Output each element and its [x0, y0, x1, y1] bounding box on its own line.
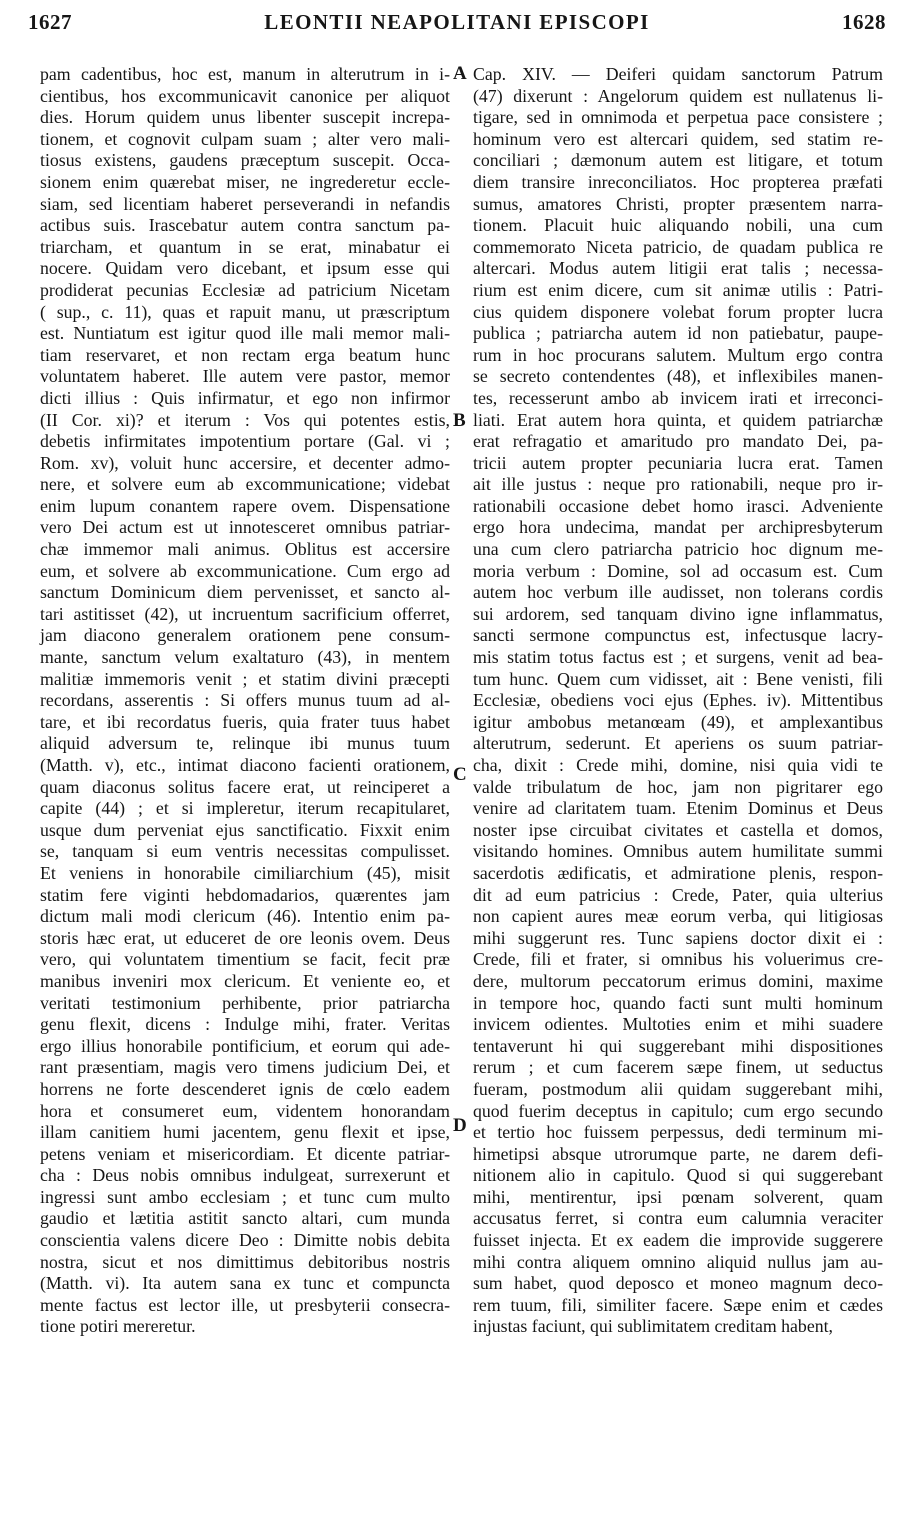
text-line: fueram, postmodum alii quidam suggerebant mihi,: [473, 1078, 883, 1099]
text-line: genu flexit, dicens : Indulge mihi, frater. Veritas: [40, 1014, 450, 1035]
text-line: cius quidem disponere volebat forum propter lucra: [473, 301, 883, 322]
text-line: nocere. Quidam vero dicebant, et ipsum esse qui: [40, 258, 450, 279]
text-line: mihi suggerunt res. Tunc sapiens doctor dixit ei :: [473, 927, 883, 948]
text-line: mihi, mentirentur, ipsi pœnam solverent, quam: [473, 1186, 883, 1207]
text-line: dictum mali modi clericum (46). Intentio enim pa-: [40, 906, 450, 927]
text-line: accusatus ferret, si contra eum calumnia veraciter: [473, 1208, 883, 1229]
text-line: altercari. Modus autem litigii erat talis ; necessa-: [473, 258, 883, 279]
text-line: hominum vero est altercari quidem, sed statim re-: [473, 128, 883, 149]
text-line: sumus, amatores Christi, propter præsentem narra-: [473, 193, 883, 214]
text-line: conscientia valens dicere Deo : Dimitte nobis debita: [40, 1230, 450, 1251]
text-line: injustas faciunt, qui sublimitatem creditam habent,: [473, 1316, 833, 1337]
text-line: manibus inveniri mox clericum. Et veniente eo, et: [40, 970, 450, 991]
text-line: diem transire inreconciliatos. Hoc propterea præfati: [473, 171, 883, 192]
text-line: tentaverunt hi qui suggerebant mihi dispositiones: [473, 1035, 883, 1056]
text-line: eum, et solvere ab excommunicatione. Cum ergo ad: [40, 560, 450, 581]
text-line: ingressi sunt ambo ecclesiam ; et tunc cum multo: [40, 1186, 450, 1207]
text-line: tes, recesserunt ambo ab invicem irati et irreconci-: [473, 387, 883, 408]
text-line: dit ad eum patricius : Crede, Pater, quia ulterius: [473, 884, 883, 905]
text-line: erat refragatio et amaritudo pro mandato Dei, pa-: [473, 431, 883, 452]
margin-marker-b: B: [453, 410, 466, 431]
text-line: igitur ambobus metanœam (49), et amplexantibus: [473, 711, 883, 732]
text-line: (Matth. v), etc., intimat diacono facienti orationem,: [40, 755, 450, 775]
text-line: (47) dixerunt : Angelorum quidem est nullatenus li-: [473, 85, 883, 106]
text-line: sanctum Dominicum diem pervenisset, et sancto al-: [40, 582, 450, 603]
text-line: tum hunc. Quem cum vidisset, ait : Bene venisti, fili: [473, 668, 883, 689]
text-line: rem tuum, fili, similiter facere. Sæpe enim et cædes: [473, 1294, 883, 1315]
text-line: dere, multorum peccatorum erimus domini, maxime: [473, 970, 883, 991]
margin-marker-c: C: [453, 764, 467, 785]
left-column: [40, 64, 450, 1338]
text-line: Ecclesiæ, obediens voci ejus (Ephes. iv). Mittentibus: [473, 690, 883, 711]
text-line: Rom. xv), voluit hunc accersire, et decenter admo-: [40, 452, 450, 473]
margin-marker-d: D: [453, 1115, 467, 1136]
text-line: ergo illius honorabile pontificium, et eorum qui ade-: [40, 1035, 450, 1056]
text-line: voluntatem haberet. Ille autem vere pastor, memor: [40, 366, 450, 387]
text-line: visitando homines. Omnibus autem humilitate summi: [473, 841, 883, 862]
text-line: una cum clero patriarcha patricio hoc dignum me-: [473, 539, 883, 560]
text-line: debetis infirmitates impotentium portare (Gal. vi ;: [40, 431, 450, 452]
text-line: se secreto contendentes (48), et inflexibiles manen-: [473, 366, 883, 387]
text-line: venire ad claritatem tuam. Etenim Dominus et Deus: [473, 798, 883, 819]
text-line: gaudio et lætitia astitit sancto altari, cum munda: [40, 1208, 450, 1229]
text-line: publica ; patriarcha autem id non patiebatur, paupe-: [473, 323, 883, 344]
right-column: [473, 64, 883, 1338]
text-line: sionem enim quærebat miser, ne ingrederetur eccle-: [40, 171, 450, 192]
text-line: storis hæc erat, ut educeret de ore leonis ovem. Deus: [40, 927, 450, 948]
text-line: jam diacono generalem orationem pene consum-: [40, 625, 450, 646]
text-line: rationabili occasione debet homo irasci. Adveniente: [473, 495, 883, 516]
text-line: cientibus, hos excommunicavit canonice per aliquot: [40, 85, 450, 106]
text-line: rerum ; et cum facerem sæpe finem, ut seductus: [473, 1057, 883, 1078]
text-line: himetipsi absque utrorumque parte, ne darem defi-: [473, 1143, 883, 1164]
text-line: non capient aures meæ eorum verba, qui litigiosas: [473, 906, 883, 927]
text-line: autem hoc verbum ille audisset, non tolerans cordis: [473, 582, 883, 603]
text-line: fuisset injecta. Et ex eadem die improvide suggerere: [473, 1230, 883, 1251]
text-line: mihi contra aliquem omnino aliquid nullus jam au-: [473, 1251, 883, 1272]
text-line: (II Cor. xi)? et iterum : Vos qui potentes estis,: [40, 409, 450, 430]
text-line: quam diaconus solitus facere erat, ut reinciperet a: [40, 776, 450, 797]
text-line: sum habet, quod deposco et moneo magnum deco-: [473, 1273, 883, 1294]
text-line: quod fuerim deceptus in capitulo; cum ergo secundo: [473, 1100, 883, 1121]
text-line: nitionem alio in capitulo. Quod si qui suggerebant: [473, 1165, 883, 1186]
text-line: actibus suis. Irascebatur autem contra sanctum pa-: [40, 215, 450, 236]
text-line: tiosus existens, gaudens præceptum suscepit. Occa-: [40, 150, 450, 171]
text-line: tiam reservaret, et non rectam erga beatum hunc: [40, 344, 450, 365]
text-line: alterutrum, sederunt. Et aperiens os suum patriar-: [473, 733, 883, 754]
text-line: tricii autem propter pecuniaria lucra erat. Tamen: [473, 452, 883, 473]
text-line: se, tanquam si eum ventris necessitas compulisset.: [40, 841, 450, 862]
text-line: rium est enim dicere, cum sit animæ utilis : Patri-: [473, 279, 883, 300]
text-line: horrens ne forte descenderet ignis de cœlo eadem: [40, 1078, 450, 1099]
text-line: siam, sed licentiam haberet perseverandi in nefandis: [40, 193, 450, 214]
text-line: hora et consumeret eum, videntem honorandam: [40, 1100, 450, 1121]
text-line: valde tribulatum de hoc, jam non pigritarer ego: [473, 776, 883, 797]
text-line: conciliari ; dæmonum autem est litigare, et totum: [473, 150, 883, 171]
text-line: pam cadentibus, hoc est, manum in alterutrum in i-: [40, 64, 450, 84]
text-line: usque dum perveniat ejus sanctificatio. Fixxit enim: [40, 819, 450, 840]
text-line: veritati testimonium perhibente, prior patriarcha: [40, 992, 450, 1013]
text-line: commemorato Niceta patricio, de quadam publica re: [473, 236, 883, 257]
text-line: noster ipse circuibat civitates et castella et domos,: [473, 819, 883, 840]
text-line: ( sup., c. 11), quas et rapuit manu, ut præscriptum: [40, 301, 450, 322]
text-line: tione potiri mereretur.: [40, 1316, 196, 1337]
text-line: Cap. XIV. — Deiferi quidam sanctorum Patrum: [473, 64, 883, 84]
text-line: tigare, sed in omnimoda et perpetua pace consistere ;: [473, 107, 883, 128]
text-line: invicem odientes. Multoties enim et mihi suadere: [473, 1014, 883, 1035]
text-line: tari astitisset (42), ut incruentum sacrificium offerret,: [40, 603, 450, 624]
text-line: illam canitiem humi jacentem, genu flexit et ipse,: [40, 1122, 450, 1143]
text-line: dicti illius : Quis infirmatur, et ego non infirmor: [40, 387, 450, 408]
text-line: tare, et ibi recordatus fueris, quia frater tuus habet: [40, 711, 450, 732]
text-line: enim lupum conantem rapere ovem. Dispensatione: [40, 495, 450, 516]
text-line: moria verbum : Domine, sol ad occasum est. Cum: [473, 560, 883, 581]
text-line: (Matth. vi). Ita autem sana ex tunc et compuncta: [40, 1273, 450, 1294]
margin-marker-a: A: [453, 63, 467, 84]
running-head: [28, 10, 886, 46]
text-line: recordans, asserentis : Si offers munus tuum ad al-: [40, 690, 450, 711]
text-line: sui ardorem, sed tanquam divino igne inflammatus,: [473, 603, 883, 624]
text-line: aliquid adversum te, relinque ibi munus tuum: [40, 733, 450, 754]
text-line: triarcham, et quantum in se erat, minabatur ei: [40, 236, 450, 257]
text-line: sacerdotis ædificatis, et admiratione plenis, respon-: [473, 862, 883, 883]
page-number-right: 1628: [842, 10, 886, 34]
text-line: ait ille justus : neque pro rationabili, neque pro ir-: [473, 474, 883, 495]
text-line: rant præsentiam, magis vero timens judicium Dei, et: [40, 1057, 450, 1078]
running-title: LEONTII NEAPOLITANI EPISCOPI: [264, 10, 650, 34]
text-line: Et veniens in honorabile cimiliarchium (45), misit: [40, 862, 450, 883]
text-line: Crede, fili et frater, si omnibus his voluerimus cre-: [473, 949, 883, 970]
text-line: rum in hoc procurans salutem. Multum ergo contra: [473, 344, 883, 365]
text-line: liati. Erat autem hora quinta, et quidem patriarchæ: [473, 409, 883, 430]
text-line: tionem. Placuit huic aliquando nobili, una cum: [473, 215, 883, 236]
text-line: chæ immemor mali animus. Oblitus est accersire: [40, 539, 450, 560]
text-line: est. Nuntiatum est igitur quod ille mali memor mali-: [40, 323, 450, 344]
text-line: nere, et solvere eum ab excommunicatione; videbat: [40, 474, 450, 495]
text-line: cha, dixit : Crede mihi, domine, nisi quia vidi te: [473, 755, 883, 775]
text-line: prodiderat pecunias Ecclesiæ ad patricium Nicetam: [40, 279, 450, 300]
text-line: statim fere viginti hebdomadarios, quærentes jam: [40, 884, 450, 905]
text-line: malitiæ immemoris venit ; et statim divini præcepti: [40, 668, 450, 689]
text-line: ergo hora undecima, mandat per archipresbyterum: [473, 517, 883, 538]
text-line: sancti sermone compunctus est, infectusque lacry-: [473, 625, 883, 646]
text-line: petens veniam et misericordiam. Et dicente patriar-: [40, 1143, 450, 1164]
text-line: capite (44) ; et si impleretur, iterum recapitularet,: [40, 798, 450, 819]
text-line: mente factus est lector ille, ut presbyterii consecra-: [40, 1294, 450, 1315]
text-line: vero, qui voluntatem timentium se facit, fecit præ: [40, 949, 450, 970]
text-line: tionem, et cognovit culpam suam ; alter vero mali-: [40, 128, 450, 149]
text-line: dies. Horum quidem unus libenter suscepit increpa-: [40, 107, 450, 128]
page-number-left: 1627: [28, 10, 72, 34]
text-line: nostra, sicut et nos dimittimus debitoribus nostris: [40, 1251, 450, 1272]
text-line: in tempore hoc, quando facti sunt multi hominum: [473, 992, 883, 1013]
text-line: vero Dei actum est ut innotesceret omnibus patriar-: [40, 517, 450, 538]
text-line: mis statim totus factus est ; et surgens, venit ad bea-: [473, 647, 883, 668]
text-line: mante, sanctum velum exaltaturo (43), in mentem: [40, 647, 450, 668]
text-line: cha : Deus nobis omnibus indulgeat, surrexerunt et: [40, 1165, 450, 1186]
text-line: et tertio hoc fuissem perpessus, dedi terminum mi-: [473, 1122, 883, 1143]
